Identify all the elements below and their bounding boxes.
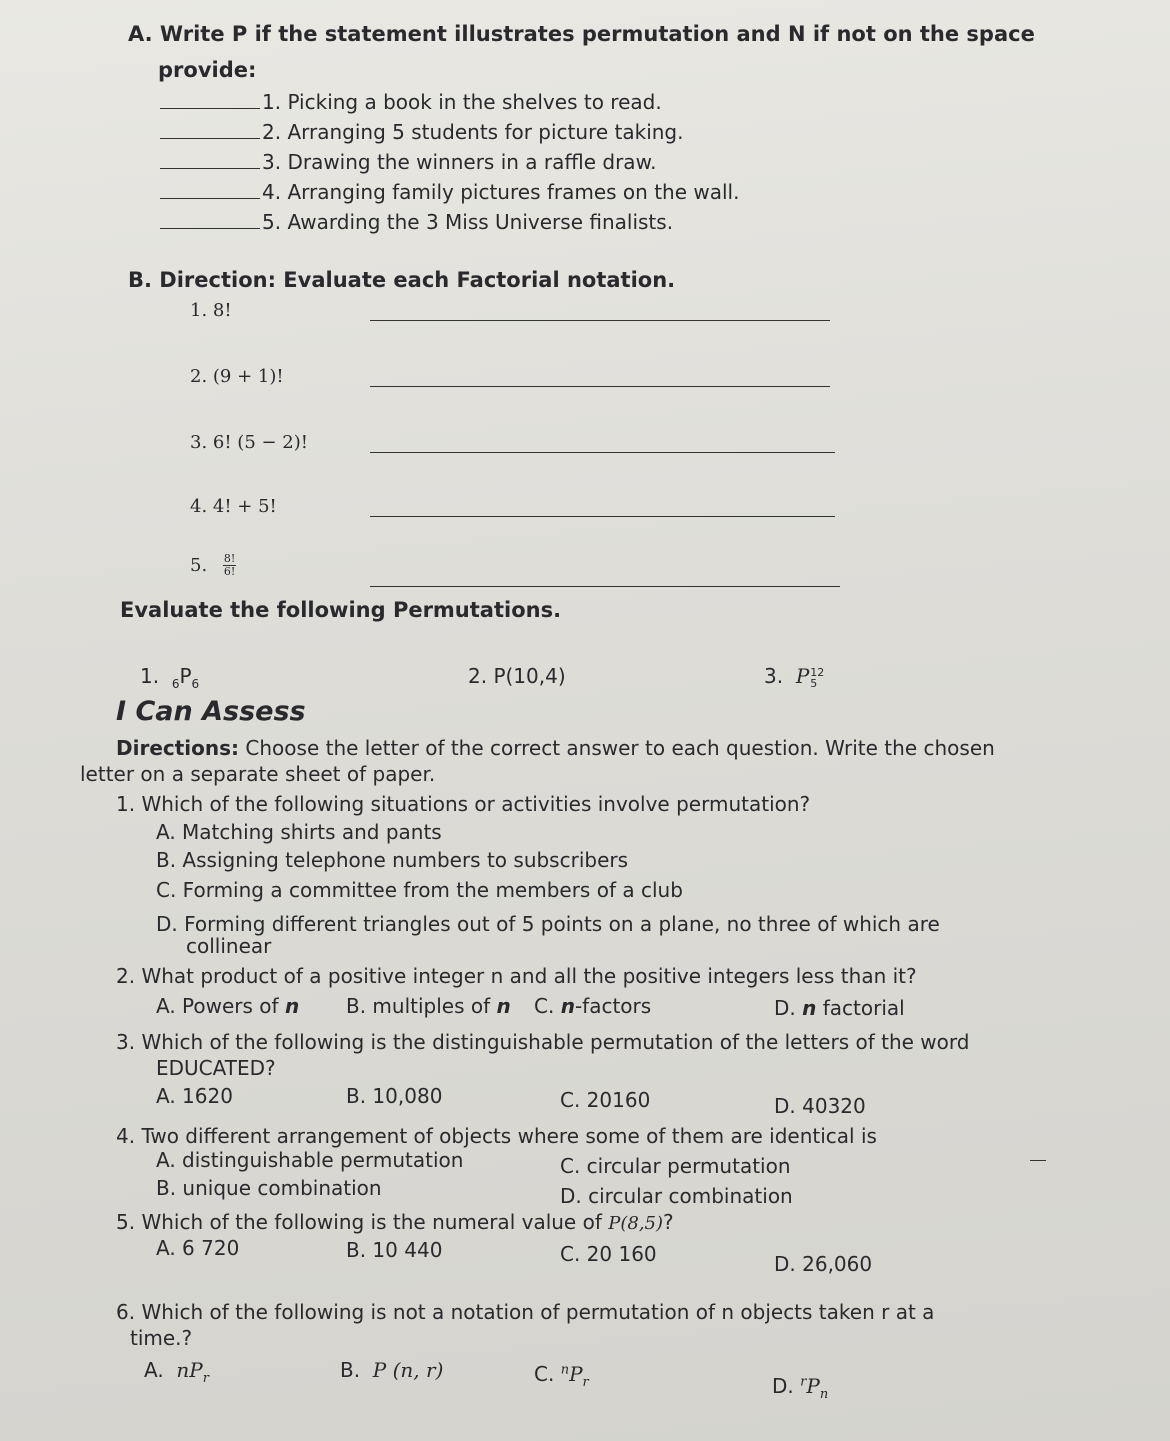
permutation-item-3: 3. P 12 5 — [764, 664, 825, 690]
answer-line[interactable] — [370, 386, 830, 387]
part-a-item: 4. Arranging family pictures frames on the wall. — [160, 180, 739, 204]
question-4: 4. Two different arrangement of objects where some of them are identical is — [116, 1124, 877, 1148]
q6-option-a[interactable]: A. $nP_r$ — [144, 1358, 209, 1386]
factorial-item-4: 4. 4! + 5! — [190, 496, 277, 517]
part-a-item: 1. Picking a book in the shelves to read. — [160, 90, 662, 114]
assess-directions: Directions: Choose the letter of the correct answer to each question. Write the chosen — [116, 736, 995, 760]
q4-option-c[interactable]: C. circular permutation — [560, 1154, 791, 1178]
q1-option-d-cont: collinear — [186, 934, 272, 958]
q5-option-d[interactable]: D. 26,060 — [774, 1252, 873, 1276]
permutation-item-1: 1. $_6P_6$ — [140, 664, 200, 691]
q4-option-a[interactable]: A. distinguishable permutation — [156, 1148, 464, 1172]
permutations-heading: Evaluate the following Permutations. — [120, 598, 562, 622]
answer-blank[interactable] — [160, 197, 260, 199]
factorial-item-1: 1. 8! — [190, 300, 232, 321]
question-1: 1. Which of the following situations or activities involve permutation? — [116, 792, 811, 816]
part-a-heading: A. Write P if the statement illustrates permutation and N if not on the space — [128, 22, 1035, 46]
answer-line[interactable] — [1030, 1160, 1046, 1161]
q1-option-d[interactable]: D. Forming different triangles out of 5 points on a plane, no three of which are — [156, 912, 940, 936]
q5-option-a[interactable]: A. 6 720 — [156, 1236, 240, 1260]
question-3: 3. Which of the following is the distinguishable permutation of the letters of the word — [116, 1030, 970, 1054]
question-6: 6. Which of the following is not a notation of permutation of n objects taken r at a — [116, 1300, 935, 1324]
answer-line[interactable] — [370, 320, 830, 321]
q4-option-b[interactable]: B. unique combination — [156, 1176, 382, 1200]
q3-option-b[interactable]: B. 10,080 — [346, 1084, 443, 1108]
factorial-item-3: 3. 6! (5 − 2)! — [190, 432, 309, 453]
assess-directions-cont: letter on a separate sheet of paper. — [80, 762, 436, 786]
part-a-item: 3. Drawing the winners in a raffle draw. — [160, 150, 656, 174]
q6-option-d[interactable]: D. $^rP_n$ — [772, 1374, 829, 1402]
part-a-item: 2. Arranging 5 students for picture taking. — [160, 120, 683, 144]
factorial-item-2: 2. (9 + 1)! — [190, 366, 284, 387]
part-a-item: 5. Awarding the 3 Miss Universe finalists. — [160, 210, 673, 234]
question-2: 2. What product of a positive integer n and all the positive integers less than it? — [116, 964, 917, 988]
q1-option-c[interactable]: C. Forming a committee from the members of a club — [156, 878, 683, 902]
q6-option-c[interactable]: C. $^nP_r$ — [534, 1362, 589, 1390]
q2-option-b[interactable]: B. multiples of n — [346, 994, 511, 1018]
question-3-cont: EDUCATED? — [156, 1056, 276, 1080]
q5-option-b[interactable]: B. 10 440 — [346, 1238, 443, 1262]
answer-line[interactable] — [370, 586, 840, 587]
q2-option-c[interactable]: C. n-factors — [534, 994, 652, 1018]
q1-option-b[interactable]: B. Assigning telephone numbers to subscribers — [156, 848, 629, 872]
answer-line[interactable] — [370, 516, 835, 517]
q2-option-a[interactable]: A. Powers of n — [156, 994, 300, 1018]
q3-option-d[interactable]: D. 40320 — [774, 1094, 866, 1118]
q5-option-c[interactable]: C. 20 160 — [560, 1242, 657, 1266]
part-b-heading: B. Direction: Evaluate each Factorial notation. — [128, 268, 676, 292]
answer-blank[interactable] — [160, 107, 260, 109]
answer-line[interactable] — [370, 452, 835, 453]
question-5: 5. Which of the following is the numeral value of P(8,5)? — [116, 1210, 674, 1234]
answer-blank[interactable] — [160, 137, 260, 139]
q3-option-c[interactable]: C. 20160 — [560, 1088, 651, 1112]
assess-title: I Can Assess — [116, 696, 306, 727]
permutation-item-2: 2. P(10,4) — [468, 664, 566, 688]
q1-option-a[interactable]: A. Matching shirts and pants — [156, 820, 442, 844]
q6-option-b[interactable]: B. P (n, r) — [340, 1358, 444, 1382]
part-a-heading-cont: provide: — [158, 58, 257, 82]
q2-option-d[interactable]: D. n factorial — [774, 996, 905, 1020]
q3-option-a[interactable]: A. 1620 — [156, 1084, 233, 1108]
answer-blank[interactable] — [160, 167, 260, 169]
q4-option-d[interactable]: D. circular combination — [560, 1184, 793, 1208]
answer-blank[interactable] — [160, 227, 260, 229]
question-6-cont: time.? — [130, 1326, 193, 1350]
factorial-item-5: 5. $\frac{8!}{6!}$ — [190, 552, 236, 578]
